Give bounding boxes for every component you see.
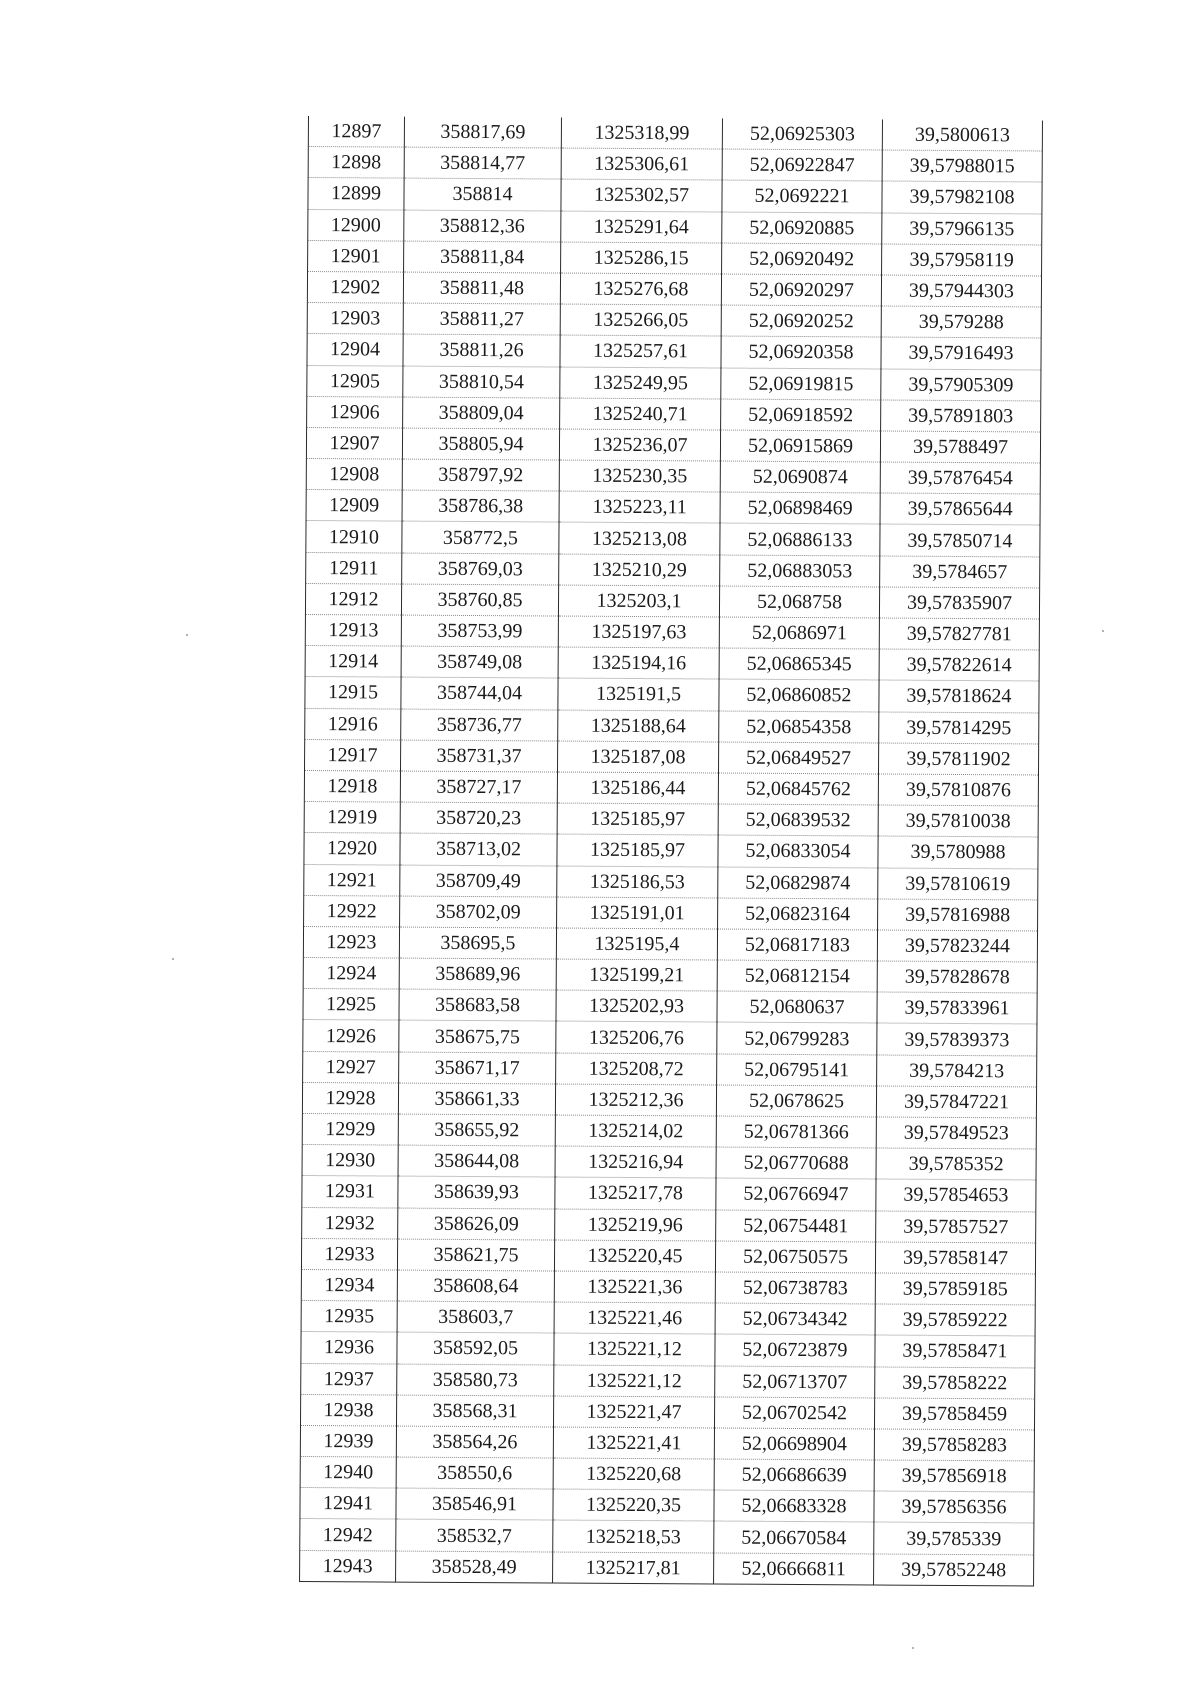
x-coordinate-cell: 358814,77 (404, 147, 561, 179)
point-number-cell: 12914 (305, 646, 401, 678)
table-row (307, 334, 1041, 370)
table-row (305, 739, 1039, 775)
longitude-cell: 39,5800613 (882, 120, 1042, 152)
table-row (304, 770, 1038, 806)
table-row (308, 240, 1042, 276)
longitude-cell: 39,5788497 (880, 431, 1040, 463)
longitude-cell: 39,57827781 (879, 618, 1039, 650)
y-coordinate-cell: 1325219,96 (555, 1209, 716, 1241)
point-number-cell: 12897 (308, 116, 404, 147)
x-coordinate-cell: 358769,03 (402, 553, 559, 585)
latitude-cell: 52,06734342 (715, 1303, 875, 1335)
y-coordinate-cell: 1325186,53 (557, 866, 718, 898)
longitude-cell: 39,57828678 (877, 961, 1037, 993)
point-number-cell: 12899 (308, 178, 404, 210)
latitude-cell: 52,0678625 (716, 1085, 876, 1117)
latitude-cell: 52,06829874 (718, 867, 878, 899)
latitude-cell: 52,06860852 (719, 679, 879, 711)
table-row (306, 552, 1040, 588)
point-number-cell: 12934 (301, 1269, 397, 1301)
latitude-cell: 52,0680637 (717, 991, 877, 1023)
table-row (305, 614, 1039, 650)
latitude-cell: 52,06854358 (719, 711, 879, 743)
latitude-cell: 52,06781366 (716, 1116, 876, 1148)
latitude-cell: 52,06922847 (722, 149, 882, 181)
table-row (303, 1020, 1037, 1056)
latitude-cell: 52,06702542 (714, 1397, 874, 1429)
point-number-cell: 12928 (302, 1082, 398, 1114)
latitude-cell: 52,06886133 (720, 523, 880, 555)
point-number-cell: 12938 (301, 1394, 397, 1426)
table-row (301, 1301, 1035, 1337)
latitude-cell: 52,06920885 (722, 212, 882, 244)
point-number-cell: 12931 (302, 1176, 398, 1208)
longitude-cell: 39,57891803 (881, 400, 1041, 432)
y-coordinate-cell: 1325185,97 (557, 834, 718, 866)
y-coordinate-cell: 1325221,12 (554, 1333, 715, 1365)
longitude-cell: 39,57849523 (876, 1117, 1036, 1149)
point-number-cell: 12941 (300, 1488, 396, 1520)
table-row (304, 802, 1038, 838)
point-number-cell: 12942 (300, 1519, 396, 1551)
latitude-cell: 52,06698904 (714, 1428, 874, 1460)
scan-speck (172, 958, 174, 960)
y-coordinate-cell: 1325220,35 (553, 1489, 714, 1521)
y-coordinate-cell: 1325217,81 (553, 1552, 714, 1584)
table-row (301, 1363, 1035, 1399)
table-row (302, 1145, 1036, 1181)
table-row (306, 459, 1040, 495)
point-number-cell: 12918 (304, 770, 400, 802)
table-row (300, 1550, 1034, 1586)
latitude-cell: 52,06670584 (714, 1521, 874, 1553)
table-row (300, 1488, 1034, 1524)
longitude-cell: 39,5785352 (876, 1148, 1036, 1180)
point-number-cell: 12900 (308, 209, 404, 241)
x-coordinate-cell: 358760,85 (401, 584, 558, 616)
x-coordinate-cell: 358811,84 (404, 241, 561, 273)
table-row (300, 1519, 1034, 1555)
y-coordinate-cell: 1325195,4 (556, 928, 717, 960)
y-coordinate-cell: 1325236,07 (559, 429, 720, 461)
table-row (303, 926, 1037, 962)
y-coordinate-cell: 1325187,08 (557, 741, 718, 773)
x-coordinate-cell: 358655,92 (398, 1114, 555, 1146)
longitude-cell: 39,57833961 (877, 992, 1037, 1024)
x-coordinate-cell: 358528,49 (396, 1551, 553, 1583)
y-coordinate-cell: 1325188,64 (558, 710, 719, 742)
x-coordinate-cell: 358695,5 (399, 927, 556, 959)
x-coordinate-cell: 358727,17 (400, 771, 557, 803)
latitude-cell: 52,06898469 (720, 492, 880, 524)
x-coordinate-cell: 358814 (404, 178, 561, 210)
table-row (307, 365, 1041, 401)
longitude-cell: 39,57988015 (882, 150, 1042, 182)
longitude-cell: 39,57857527 (876, 1211, 1036, 1243)
longitude-cell: 39,57854653 (876, 1179, 1036, 1211)
x-coordinate-cell: 358675,75 (399, 1021, 556, 1053)
latitude-cell: 52,06918592 (721, 399, 881, 431)
latitude-cell: 52,06723879 (715, 1334, 875, 1366)
scan-speck (186, 634, 188, 636)
longitude-cell: 39,57982108 (882, 181, 1042, 213)
longitude-cell: 39,57810038 (878, 805, 1038, 837)
y-coordinate-cell: 1325220,45 (554, 1240, 715, 1272)
latitude-cell: 52,06849527 (718, 742, 878, 774)
x-coordinate-cell: 358753,99 (401, 615, 558, 647)
point-number-cell: 12903 (307, 303, 403, 335)
x-coordinate-cell: 358564,26 (396, 1426, 553, 1458)
y-coordinate-cell: 1325221,41 (553, 1427, 714, 1459)
longitude-cell: 39,57818624 (879, 680, 1039, 712)
table-row (304, 833, 1038, 869)
table-row (303, 1051, 1037, 1087)
x-coordinate-cell: 358805,94 (402, 428, 559, 460)
longitude-cell: 39,57859222 (875, 1304, 1035, 1336)
point-number-cell: 12940 (300, 1457, 396, 1489)
longitude-cell: 39,5780988 (878, 836, 1038, 868)
longitude-cell: 39,57858471 (875, 1335, 1035, 1367)
point-number-cell: 12927 (303, 1051, 399, 1083)
point-number-cell: 12917 (305, 739, 401, 771)
x-coordinate-cell: 358689,96 (399, 958, 556, 990)
point-number-cell: 12925 (303, 989, 399, 1021)
point-number-cell: 12930 (302, 1145, 398, 1177)
point-number-cell: 12911 (306, 552, 402, 584)
y-coordinate-cell: 1325217,78 (555, 1177, 716, 1209)
y-coordinate-cell: 1325286,15 (561, 242, 722, 274)
point-number-cell: 12929 (302, 1113, 398, 1145)
table-row (304, 864, 1038, 900)
x-coordinate-cell: 358749,08 (401, 646, 558, 678)
longitude-cell: 39,57916493 (881, 337, 1041, 369)
point-number-cell: 12901 (308, 240, 404, 272)
y-coordinate-cell: 1325218,53 (553, 1520, 714, 1552)
longitude-cell: 39,57823244 (877, 930, 1037, 962)
point-number-cell: 12915 (305, 677, 401, 709)
x-coordinate-cell: 358671,17 (399, 1052, 556, 1084)
longitude-cell: 39,57858147 (875, 1242, 1035, 1274)
point-number-cell: 12921 (304, 864, 400, 896)
table-row (308, 209, 1042, 245)
latitude-cell: 52,06754481 (716, 1210, 876, 1242)
x-coordinate-cell: 358608,64 (397, 1270, 554, 1302)
latitude-cell: 52,06865345 (719, 648, 879, 680)
table-row (308, 147, 1042, 183)
x-coordinate-cell: 358709,49 (400, 865, 557, 897)
latitude-cell: 52,06915869 (720, 430, 880, 462)
point-number-cell: 12924 (303, 958, 399, 990)
latitude-cell: 52,06766947 (716, 1178, 876, 1210)
longitude-cell: 39,57847221 (876, 1086, 1036, 1118)
y-coordinate-cell: 1325216,94 (555, 1146, 716, 1178)
x-coordinate-cell: 358786,38 (402, 490, 559, 522)
longitude-cell: 39,57858459 (874, 1398, 1034, 1430)
x-coordinate-cell: 358797,92 (402, 459, 559, 491)
y-coordinate-cell: 1325249,95 (560, 367, 721, 399)
y-coordinate-cell: 1325214,02 (555, 1115, 716, 1147)
coordinate-table-body (300, 116, 1043, 1586)
x-coordinate-cell: 358592,05 (397, 1332, 554, 1364)
y-coordinate-cell: 1325221,46 (554, 1302, 715, 1334)
longitude-cell: 39,57859185 (875, 1273, 1035, 1305)
x-coordinate-cell: 358644,08 (398, 1145, 555, 1177)
y-coordinate-cell: 1325318,99 (561, 118, 722, 150)
longitude-cell: 39,57876454 (880, 462, 1040, 494)
table-row (302, 1176, 1036, 1212)
latitude-cell: 52,0692221 (722, 180, 882, 212)
table-row (300, 1457, 1034, 1493)
x-coordinate-cell: 358532,7 (396, 1520, 553, 1552)
x-coordinate-cell: 358811,26 (403, 334, 560, 366)
x-coordinate-cell: 358626,09 (398, 1208, 555, 1240)
y-coordinate-cell: 1325203,1 (558, 585, 719, 617)
y-coordinate-cell: 1325191,01 (557, 897, 718, 929)
y-coordinate-cell: 1325291,64 (561, 211, 722, 243)
longitude-cell: 39,5784657 (880, 556, 1040, 588)
scan-speck (912, 1647, 914, 1649)
longitude-cell: 39,57835907 (879, 587, 1039, 619)
latitude-cell: 52,06845762 (718, 773, 878, 805)
latitude-cell: 52,06919815 (721, 368, 881, 400)
latitude-cell: 52,06738783 (715, 1272, 875, 1304)
y-coordinate-cell: 1325230,35 (559, 460, 720, 492)
latitude-cell: 52,06833054 (718, 835, 878, 867)
x-coordinate-cell: 358811,48 (403, 272, 560, 304)
table-row (307, 271, 1041, 307)
y-coordinate-cell: 1325212,36 (555, 1084, 716, 1116)
latitude-cell: 52,06770688 (716, 1147, 876, 1179)
point-number-cell: 12933 (301, 1238, 397, 1270)
x-coordinate-cell: 358639,93 (398, 1176, 555, 1208)
latitude-cell: 52,06883053 (720, 555, 880, 587)
x-coordinate-cell: 358621,75 (397, 1239, 554, 1271)
point-number-cell: 12922 (304, 895, 400, 927)
point-number-cell: 12926 (303, 1020, 399, 1052)
table-row (301, 1238, 1035, 1274)
y-coordinate-cell: 1325266,05 (560, 304, 721, 336)
y-coordinate-cell: 1325240,71 (560, 398, 721, 430)
point-number-cell: 12907 (306, 427, 402, 459)
y-coordinate-cell: 1325221,36 (554, 1271, 715, 1303)
y-coordinate-cell: 1325199,21 (556, 959, 717, 991)
longitude-cell: 39,57944303 (881, 275, 1041, 307)
point-number-cell: 12923 (303, 926, 399, 958)
x-coordinate-cell: 358683,58 (399, 989, 556, 1021)
latitude-cell: 52,06920492 (722, 243, 882, 275)
x-coordinate-cell: 358546,91 (396, 1488, 553, 1520)
x-coordinate-cell: 358736,77 (401, 709, 558, 741)
longitude-cell: 39,57822614 (879, 649, 1039, 681)
y-coordinate-cell: 1325220,68 (553, 1458, 714, 1490)
x-coordinate-cell: 358731,37 (401, 740, 558, 772)
point-number-cell: 12906 (307, 396, 403, 428)
longitude-cell: 39,57810876 (878, 774, 1038, 806)
y-coordinate-cell: 1325257,61 (560, 335, 721, 367)
table-row (308, 116, 1042, 151)
y-coordinate-cell: 1325191,5 (558, 678, 719, 710)
latitude-cell: 52,06713707 (715, 1366, 875, 1398)
latitude-cell: 52,06799283 (717, 1022, 877, 1054)
point-number-cell: 12909 (306, 490, 402, 522)
longitude-cell: 39,57858222 (875, 1366, 1035, 1398)
point-number-cell: 12916 (305, 708, 401, 740)
point-number-cell: 12913 (305, 614, 401, 646)
latitude-cell: 52,06686639 (714, 1459, 874, 1491)
point-number-cell: 12912 (305, 583, 401, 615)
table-row (305, 646, 1039, 682)
x-coordinate-cell: 358720,23 (400, 802, 557, 834)
longitude-cell: 39,57810619 (878, 867, 1038, 899)
y-coordinate-cell: 1325185,97 (557, 803, 718, 835)
x-coordinate-cell: 358713,02 (400, 833, 557, 865)
longitude-cell: 39,57811902 (878, 743, 1038, 775)
x-coordinate-cell: 358702,09 (400, 896, 557, 928)
point-number-cell: 12908 (306, 459, 402, 491)
latitude-cell: 52,068758 (719, 586, 879, 618)
table-row (305, 677, 1039, 713)
scan-speck (1102, 630, 1104, 632)
latitude-cell: 52,0690874 (720, 461, 880, 493)
latitude-cell: 52,06925303 (722, 119, 882, 151)
x-coordinate-cell: 358744,04 (401, 677, 558, 709)
point-number-cell: 12935 (301, 1301, 397, 1333)
latitude-cell: 52,0686971 (719, 617, 879, 649)
latitude-cell: 52,06920358 (721, 336, 881, 368)
x-coordinate-cell: 358550,6 (396, 1457, 553, 1489)
latitude-cell: 52,06812154 (717, 960, 877, 992)
table-row (306, 490, 1040, 526)
table-row (302, 1207, 1036, 1243)
table-row (306, 427, 1040, 463)
latitude-cell: 52,06823164 (718, 898, 878, 930)
longitude-cell: 39,57816988 (878, 899, 1038, 931)
table-row (303, 958, 1037, 994)
table-row (301, 1269, 1035, 1305)
point-number-cell: 12936 (301, 1332, 397, 1364)
longitude-cell: 39,5785339 (874, 1522, 1034, 1554)
table-row (301, 1332, 1035, 1368)
latitude-cell: 52,06666811 (714, 1553, 874, 1585)
table-row (308, 178, 1042, 214)
latitude-cell: 52,06750575 (715, 1241, 875, 1273)
point-number-cell: 12932 (302, 1207, 398, 1239)
longitude-cell: 39,57856918 (874, 1460, 1034, 1492)
table-row (306, 521, 1040, 557)
point-number-cell: 12937 (301, 1363, 397, 1395)
longitude-cell: 39,57966135 (882, 213, 1042, 245)
longitude-cell: 39,57865644 (880, 493, 1040, 525)
y-coordinate-cell: 1325206,76 (556, 1021, 717, 1053)
point-number-cell: 12898 (308, 147, 404, 179)
x-coordinate-cell: 358603,7 (397, 1301, 554, 1333)
x-coordinate-cell: 358772,5 (402, 522, 559, 554)
x-coordinate-cell: 358812,36 (404, 210, 561, 242)
table-row (302, 1082, 1036, 1118)
point-number-cell: 12902 (307, 271, 403, 303)
table-row (303, 989, 1037, 1025)
point-number-cell: 12939 (300, 1425, 396, 1457)
longitude-cell: 39,57839373 (877, 1023, 1037, 1055)
y-coordinate-cell: 1325202,93 (556, 990, 717, 1022)
x-coordinate-cell: 358568,31 (396, 1395, 553, 1427)
latitude-cell: 52,06683328 (714, 1490, 874, 1522)
longitude-cell: 39,57856356 (874, 1491, 1034, 1523)
latitude-cell: 52,06795141 (717, 1054, 877, 1086)
y-coordinate-cell: 1325302,57 (561, 179, 722, 211)
latitude-cell: 52,06920297 (721, 274, 881, 306)
y-coordinate-cell: 1325194,16 (558, 647, 719, 679)
table-row (305, 708, 1039, 744)
point-number-cell: 12910 (306, 521, 402, 553)
table-row (307, 396, 1041, 432)
point-number-cell: 12920 (304, 833, 400, 865)
table-row (305, 583, 1039, 619)
longitude-cell: 39,5784213 (877, 1055, 1037, 1087)
table-row (300, 1425, 1034, 1461)
y-coordinate-cell: 1325197,63 (558, 616, 719, 648)
y-coordinate-cell: 1325221,47 (553, 1396, 714, 1428)
y-coordinate-cell: 1325213,08 (559, 522, 720, 554)
y-coordinate-cell: 1325221,12 (554, 1365, 715, 1397)
table-row (307, 303, 1041, 339)
table-row (301, 1394, 1035, 1430)
x-coordinate-cell: 358817,69 (404, 117, 561, 149)
longitude-cell: 39,57850714 (880, 524, 1040, 556)
x-coordinate-cell: 358580,73 (397, 1364, 554, 1396)
longitude-cell: 39,579288 (881, 306, 1041, 338)
longitude-cell: 39,57852248 (874, 1554, 1034, 1586)
point-number-cell: 12919 (304, 802, 400, 834)
longitude-cell: 39,57905309 (881, 369, 1041, 401)
longitude-cell: 39,57858283 (874, 1429, 1034, 1461)
x-coordinate-cell: 358811,27 (403, 303, 560, 335)
latitude-cell: 52,06817183 (717, 929, 877, 961)
table-row (304, 895, 1038, 931)
point-number-cell: 12905 (307, 365, 403, 397)
y-coordinate-cell: 1325223,11 (559, 491, 720, 523)
y-coordinate-cell: 1325186,44 (557, 772, 718, 804)
longitude-cell: 39,57958119 (882, 244, 1042, 276)
point-number-cell: 12943 (300, 1550, 396, 1582)
coordinate-table-container (299, 116, 1043, 1586)
y-coordinate-cell: 1325208,72 (556, 1053, 717, 1085)
x-coordinate-cell: 358810,54 (403, 366, 560, 398)
x-coordinate-cell: 358809,04 (403, 397, 560, 429)
longitude-cell: 39,57814295 (879, 712, 1039, 744)
point-number-cell: 12904 (307, 334, 403, 366)
table-row (302, 1113, 1036, 1149)
coordinate-table (299, 116, 1043, 1586)
y-coordinate-cell: 1325276,68 (560, 273, 721, 305)
latitude-cell: 52,06920252 (721, 305, 881, 337)
latitude-cell: 52,06839532 (718, 804, 878, 836)
y-coordinate-cell: 1325306,61 (561, 148, 722, 180)
x-coordinate-cell: 358661,33 (398, 1083, 555, 1115)
y-coordinate-cell: 1325210,29 (559, 554, 720, 586)
